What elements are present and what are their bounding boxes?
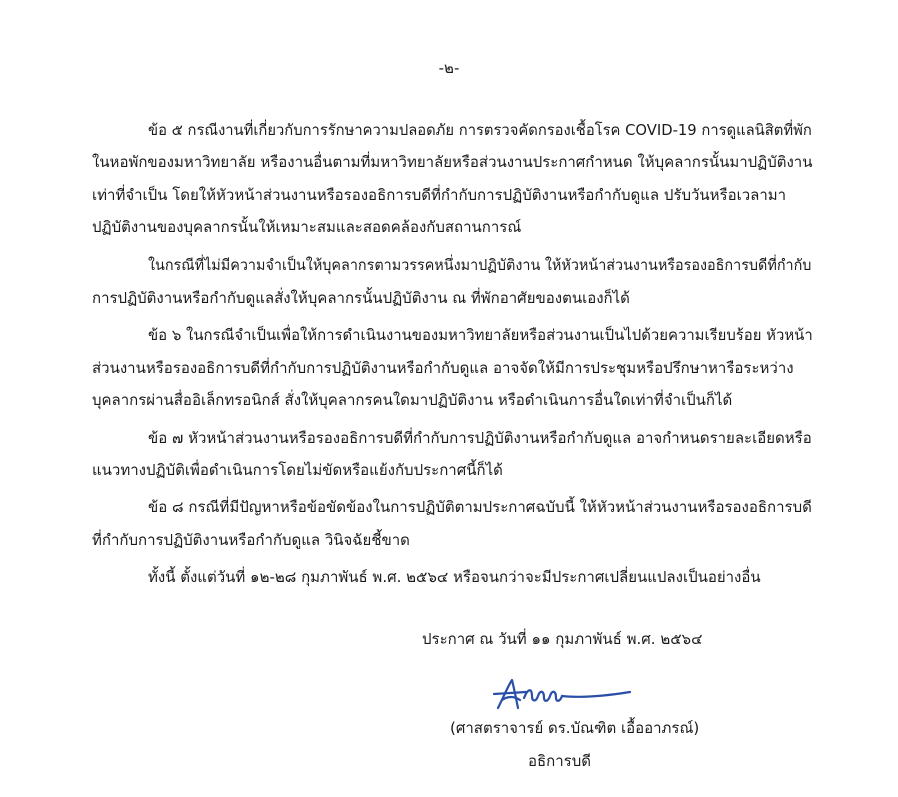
paragraph-1-line-2: ในหอพักของมหาวิทยาลัย หรืองานอื่นตามที่มหาวิทยาลัยหรือส่วนงานประกาศกำหนด ให้บุคลากรนั้นมาปฏิบัติงาน bbox=[92, 153, 813, 171]
announcement-date: ประกาศ ณ วันที่ ๑๑ กุมภาพันธ์ พ.ศ. ๒๕๖๔ bbox=[422, 630, 703, 648]
paragraph-1-line-1: ข้อ ๕ กรณีงานที่เกี่ยวกับการรักษาความปลอดภัย การตรวจคัดกรองเชื้อโรค COVID-19 การดูแลนิสิตที่พัก bbox=[148, 121, 812, 139]
paragraph-3-line-2: ส่วนงานหรือรองอธิการบดีที่กำกับการปฏิบัติงานหรือกำกับดูแล อาจจัดให้มีการประชุมหรือปรึกษาหารือระหว่าง bbox=[92, 359, 794, 377]
paragraph-4-line-1: ข้อ ๗ หัวหน้าส่วนงานหรือรองอธิการบดีที่กำกับการปฏิบัติงานหรือกำกับดูแล อาจกำหนดรายละเอียดหรือ bbox=[148, 429, 812, 447]
paragraph-4-line-2: แนวทางปฏิบัติเพื่อดำเนินการโดยไม่ขัดหรือแย้งกับประกาศนี้ก็ได้ bbox=[92, 461, 503, 479]
paragraph-1-line-4: ปฏิบัติงานของบุคลากรนั้นให้เหมาะสมและสอดคล้องกับสถานการณ์ bbox=[92, 218, 522, 236]
paragraph-5-line-2: ที่กำกับการปฏิบัติงานหรือกำกับดูแล วินิจฉัยชี้ขาด bbox=[92, 531, 410, 549]
paragraph-3-line-1: ข้อ ๖ ในกรณีจำเป็นเพื่อให้การดำเนินงานของมหาวิทยาลัยหรือส่วนงานเป็นไปด้วยความเรียบร้อย หัวหน้า bbox=[148, 326, 813, 344]
paragraph-2-line-2: การปฏิบัติงานหรือกำกับดูแลสั่งให้บุคลากรนั้นปฏิบัติงาน ณ ที่พักอาศัยของตนเองก็ได้ bbox=[92, 289, 630, 307]
signer-name: (ศาสตราจารย์ ดร.บัณฑิต เอื้ออาภรณ์) bbox=[450, 719, 700, 737]
paragraph-1-line-3: เท่าที่จำเป็น โดยให้หัวหน้าส่วนงานหรือรองอธิการบดีที่กำกับการปฏิบัติงานหรือกำกับดูแล ปรับวันหรือเวลามา bbox=[92, 186, 787, 204]
signature-image bbox=[490, 674, 640, 714]
page-number: -๒- bbox=[438, 59, 460, 77]
paragraph-6-line-1: ทั้งนี้ ตั้งแต่วันที่ ๑๒-๒๘ กุมภาพันธ์ พ.ศ. ๒๕๖๔ หรือจนกว่าจะมีประกาศเปลี่ยนแปลงเป็นอย่างอื่น bbox=[148, 568, 761, 586]
paragraph-2-line-1: ในกรณีที่ไม่มีความจำเป็นให้บุคลากรตามวรรคหนึ่งมาปฏิบัติงาน ให้หัวหน้าส่วนงานหรือรองอธิการบดีที่กำกับ bbox=[148, 256, 812, 274]
signer-title: อธิการบดี bbox=[528, 752, 591, 770]
paragraph-5-line-1: ข้อ ๘ กรณีที่มีปัญหาหรือข้อขัดข้องในการปฏิบัติตามประกาศฉบับนี้ ให้หัวหน้าส่วนงานหรือรองอธิการบดี bbox=[148, 498, 812, 516]
paragraph-3-line-3: บุคลากรผ่านสื่ออิเล็กทรอนิกส์ สั่งให้บุคลากรคนใดมาปฏิบัติงาน หรือดำเนินการอื่นใดเท่าที่จำเป็นก็ได้ bbox=[92, 391, 733, 409]
